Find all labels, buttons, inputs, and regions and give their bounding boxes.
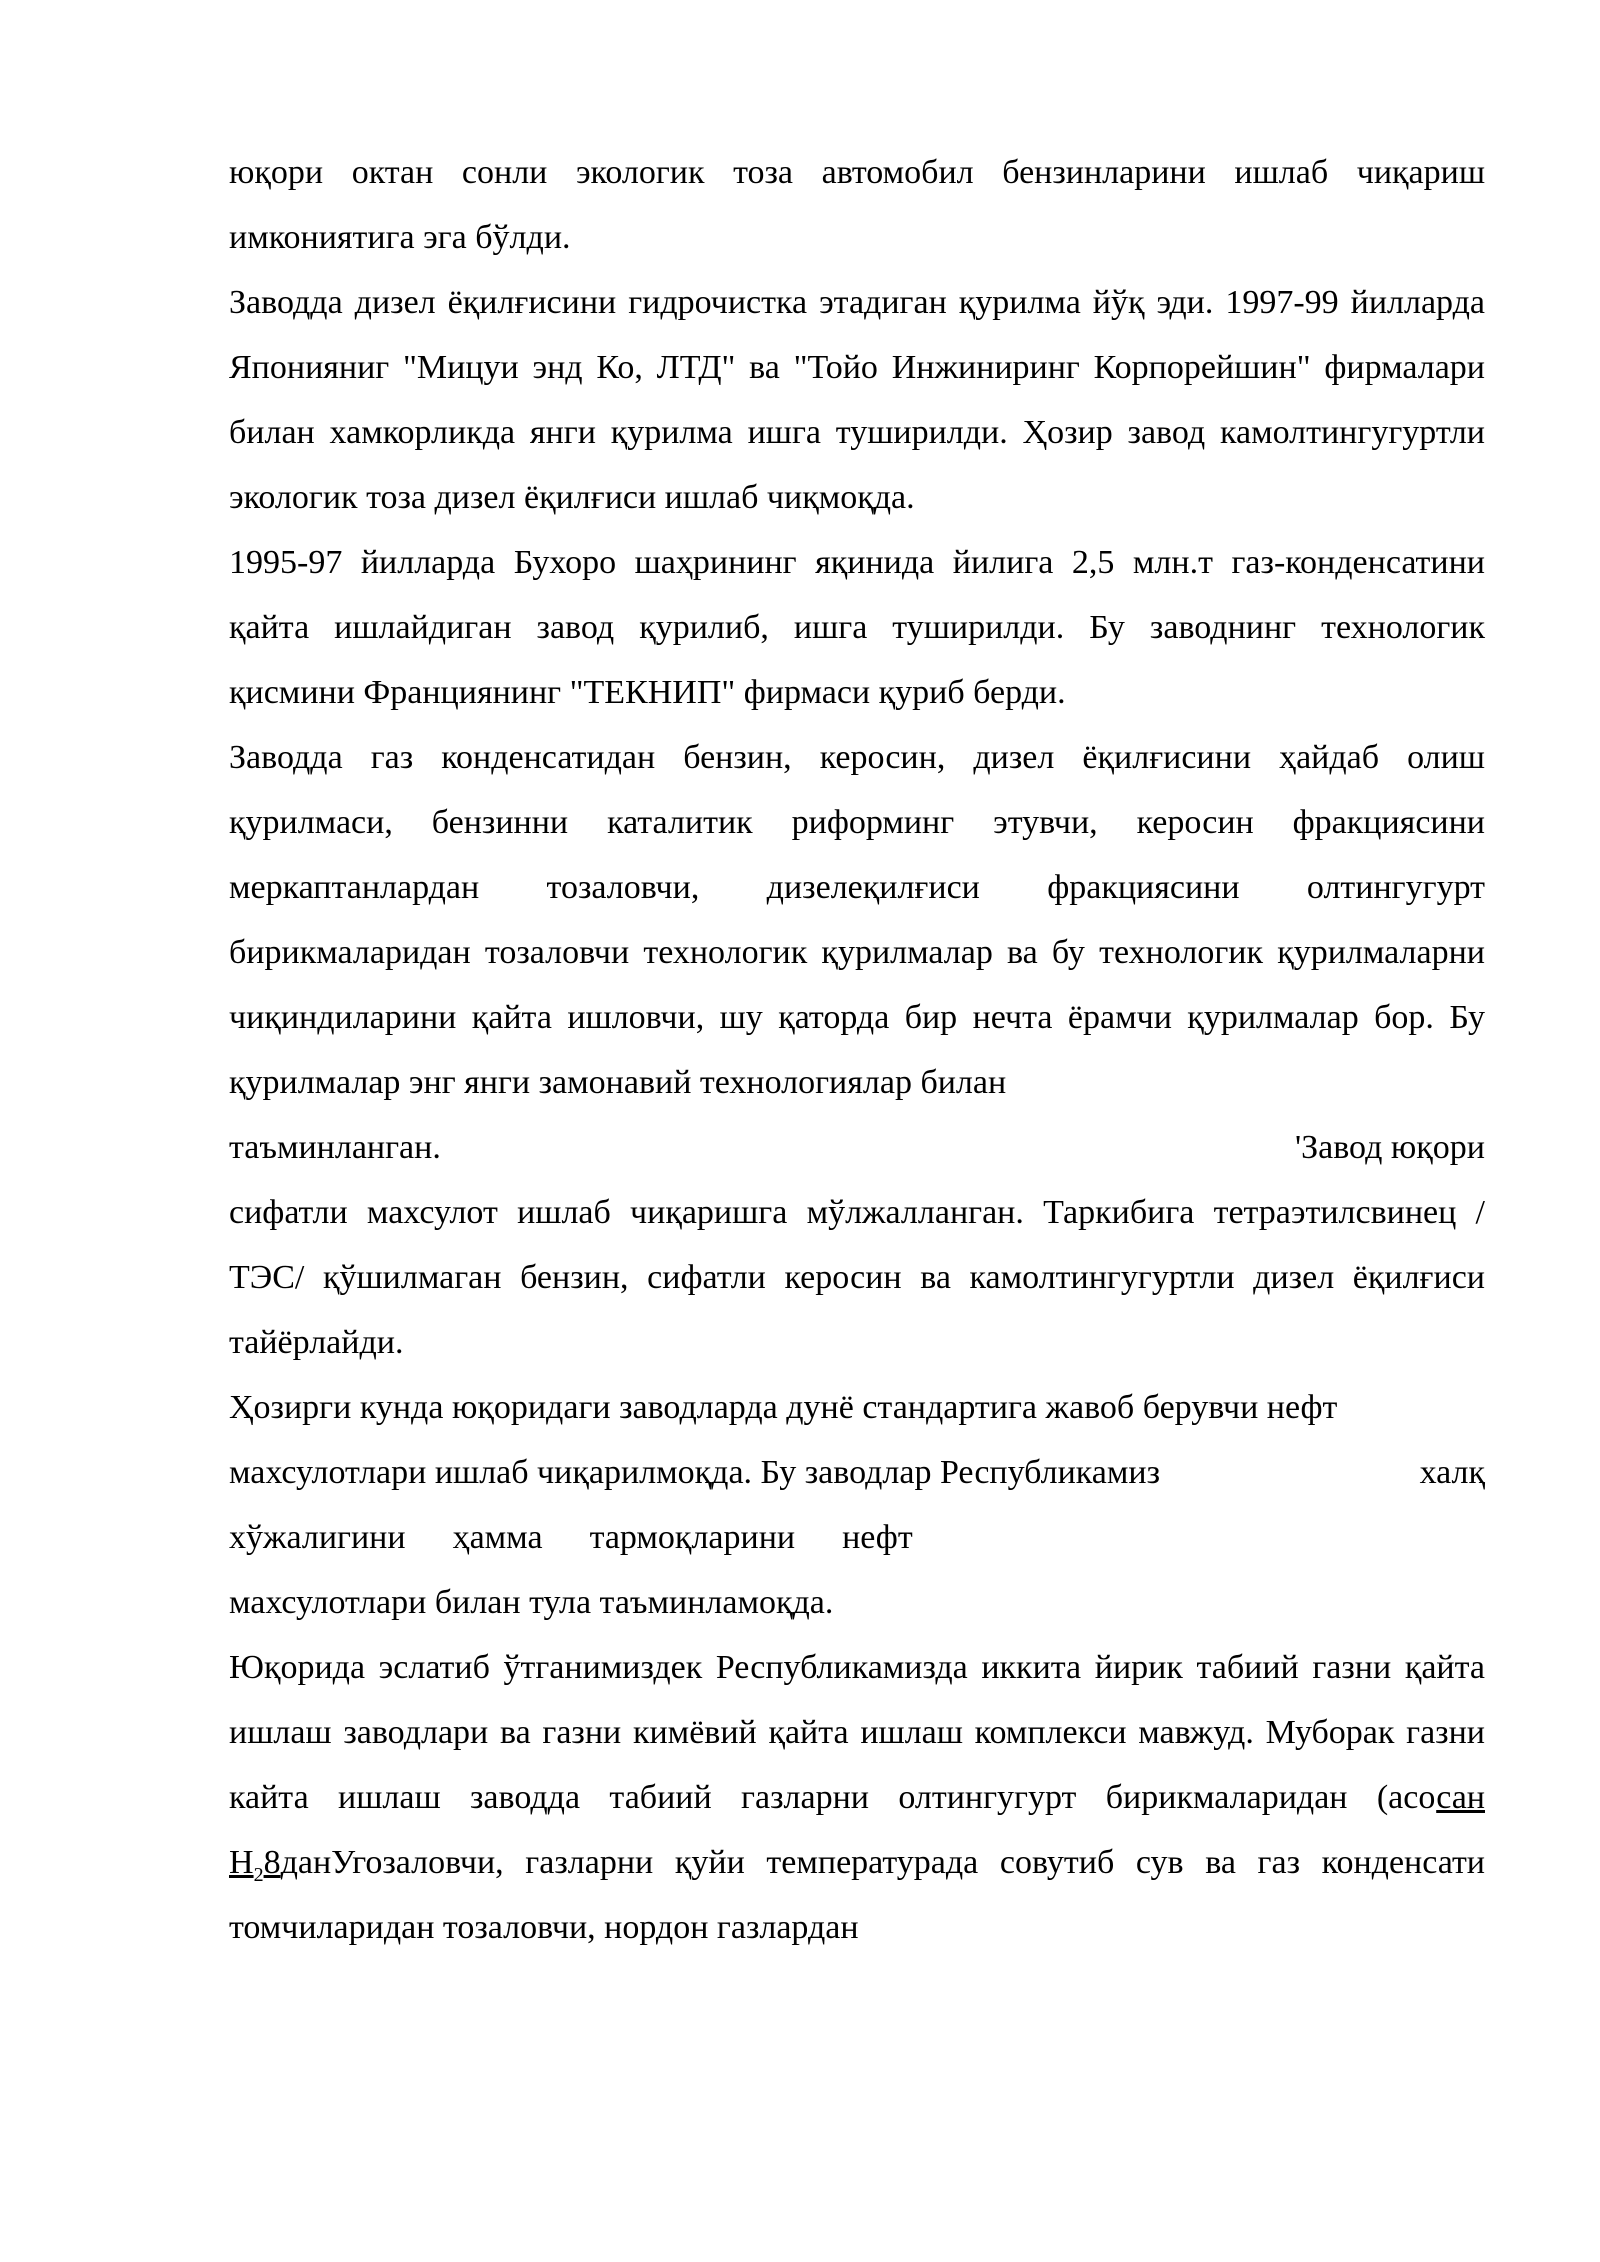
paragraph-4-line-left: таъминланган. (229, 1129, 441, 1166)
paragraph-4: Заводда газ конденсатидан бензин, керосин, дизел ёқилғисини ҳайдаб олиш қурилмаси, бензинни каталитик риформинг этувчи, керосин фракциясини меркаптанлардан тозаловчи, дизелеқилғиси фракциясини олтингугурт бирикмаларидан тозаловчи технологик қурилмалар ва бу технологик қурилмаларни чиқиндиларини қайта ишловчи, шу қаторда бир нечта ёрамчи қурилмалар бор. Бу қурилмалар энг янги замонавий технологиялар билан (229, 739, 1485, 1101)
paragraph-6-text: Юқорида эслатиб ўтганимиздек Республикамизда иккита йирик табиий газни қайта ишлаш заводлари ва газни кимёвий қайта ишлаш комплекси мавжуд. Муборак газни кайта ишлаш заводда табиий газларни олтингугурт бирикмаларидан (асо (229, 1649, 1485, 1816)
paragraph-5-line-2-right: халқ (1419, 1454, 1485, 1491)
paragraph-1: юқори октан сонли экологик тоза автомобил бензинларини ишлаб чиқариш имкониятига эга бўлди. (229, 154, 1485, 256)
paragraph-5-line-4: махсулотлари билан тула таъминламоқда. (229, 1584, 834, 1621)
paragraph-4-line-right: 'Завод юқори (1294, 1129, 1485, 1166)
paragraph-5-word: хўжалигини (229, 1519, 406, 1556)
paragraph-5-line-2-left: махсулотлари ишлаб чиқарилмоқда. Бу заводлар Республикамиз (229, 1454, 1161, 1491)
formula-subscript: 2 (253, 1863, 264, 1886)
paragraph-5-word: нефт (842, 1519, 913, 1556)
paragraph-6 (229, 1635, 1485, 1960)
document-body (229, 140, 1485, 1960)
paragraph-5: Ҳозирги кунда юқоридаги заводларда дунё стандартига жавоб берувчи нефт (229, 1389, 1338, 1426)
paragraph-5-line-3 (229, 1505, 1485, 1570)
paragraph-2: Заводда дизел ёқилғисини гидрочистка этадиган қурилма йўқ эди. 1997-99 йилларда Японияниг "Мицуи энд Ко, ЛТД" ва "Тойо Инжиниринг Корпорейшин" фирмалари билан хамкорликда янги қурилма ишга туширилди. Ҳозир завод камолтингугуртли экологик тоза дизел ёқилғиси ишлаб чиқмоқда. (229, 284, 1485, 516)
paragraph-5-word: тармоқларини (589, 1519, 796, 1556)
paragraph-5-line-2 (229, 1440, 1485, 1505)
paragraph-4-split-line (229, 1115, 1485, 1180)
paragraph-5-word: ҳамма (452, 1519, 543, 1556)
paragraph-3: 1995-97 йилларда Бухоро шаҳрининг яқинида йилига 2,5 млн.т газ-конденсатини қайта ишлайдиган завод қурилиб, ишга туширилди. Бу заводнинг технологик қисмини Франциянинг "ТЕКНИП" фирмаси қуриб берди. (229, 544, 1485, 711)
formula-part-2: 8 (263, 1844, 281, 1881)
paragraph-4-continuation: сифатли махсулот ишлаб чиқаришга мўлжалланган. Таркибига тетраэтилсвинец /ТЭС/ қўшилмаган бензин, сифатли керосин ва камолтингугуртли дизел ёқилғиси тайёрлайди. (229, 1194, 1485, 1361)
paragraph-6-tail: данУгозаловчи, газларни қуйи температурада совутиб сув ва газ конденсати томчиларидан тозаловчи, нордон газлардан (229, 1844, 1485, 1946)
formula-part: сан H (229, 1779, 1485, 1881)
